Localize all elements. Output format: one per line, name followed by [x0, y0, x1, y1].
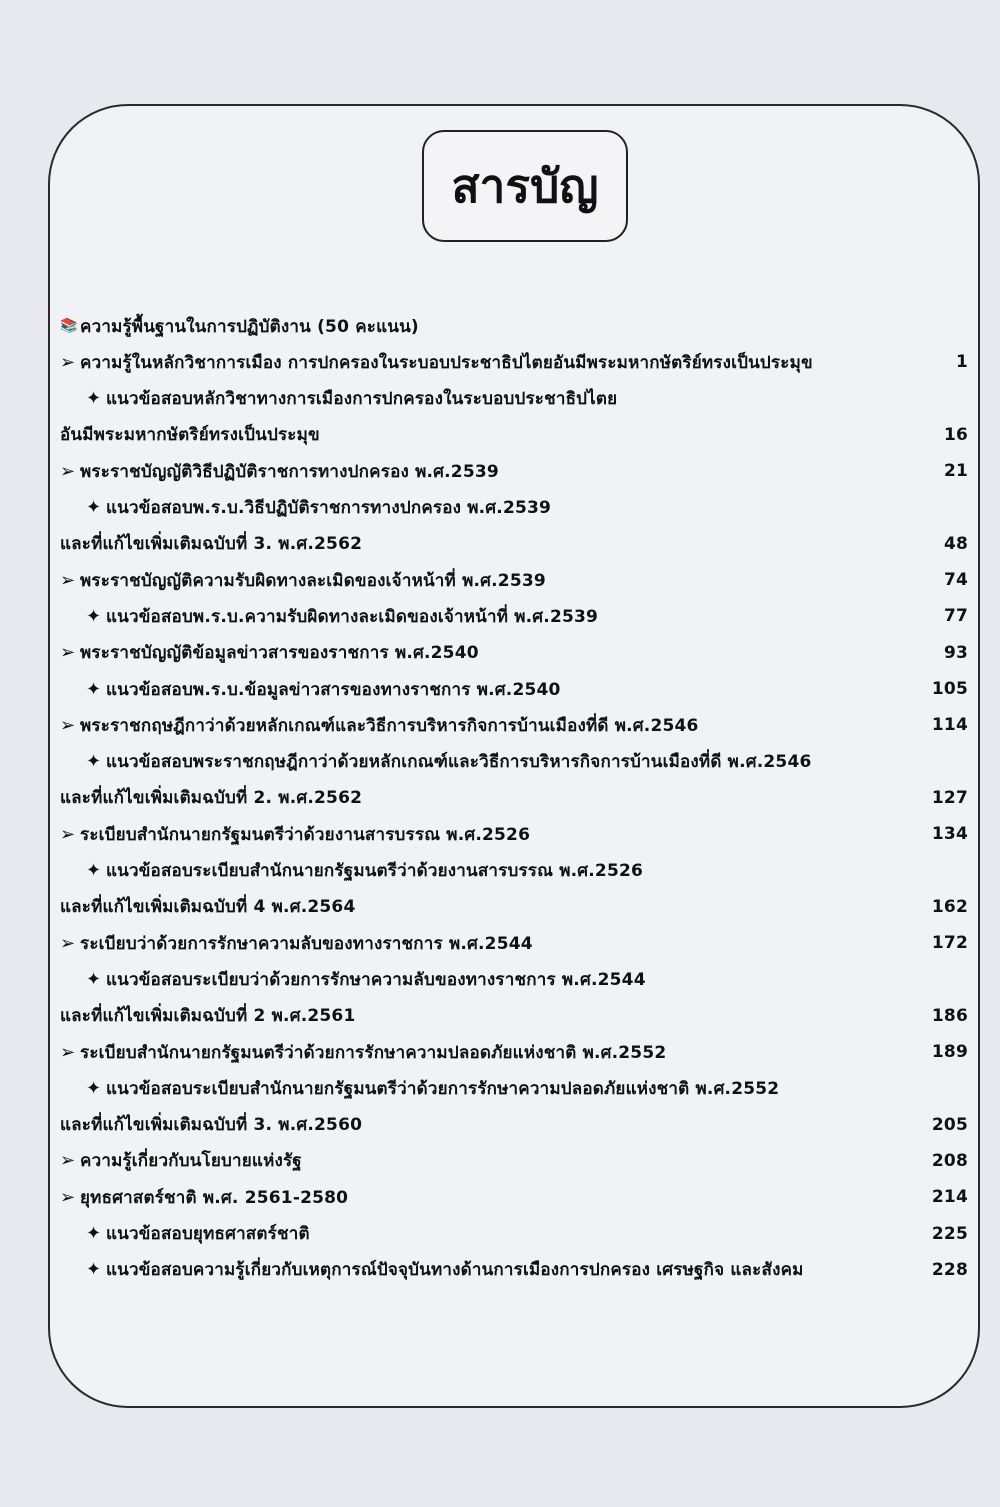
- toc-entry-title: และที่แก้ไขเพิ่มเติมฉบับที่ 2. พ.ศ.2562: [60, 788, 363, 809]
- star-bullet-icon: ✦: [86, 860, 102, 881]
- toc-page-number: 77: [943, 606, 968, 627]
- star-bullet-icon: ✦: [86, 1077, 102, 1099]
- arrow-bullet-icon: ➢: [60, 932, 76, 954]
- toc-page-number: 208: [931, 1150, 968, 1171]
- toc-entry-title: ความรู้ในหลักวิชาการเมือง การปกครองในระบอบประชาธิปไตยอันมีพระมหากษัตริย์ทรงเป็นประมุข: [80, 352, 813, 373]
- toc-entry-title: พระราชกฤษฎีกาว่าด้วยหลักเกณฑ์และวิธีการบริหารกิจการบ้านเมืองที่ดี พ.ศ.2546: [80, 715, 699, 736]
- star-bullet-icon: ✦: [86, 1223, 102, 1244]
- toc-entry-sub: [86, 1219, 968, 1249]
- toc-entry-text: [80, 1147, 908, 1174]
- toc-entry-sub: [86, 1073, 968, 1103]
- toc-entry-sub: [86, 856, 968, 886]
- toc-entry-text: [106, 748, 908, 775]
- toc-page-number: 228: [931, 1259, 968, 1280]
- toc-page-number: 225: [931, 1223, 968, 1244]
- toc-entry-title: พระราชบัญญัติวิธีปฏิบัติราชการทางปกครอง พ.ศ.2539: [80, 461, 499, 482]
- toc-page-number: 162: [931, 896, 968, 917]
- toc-entry-title: และที่แก้ไขเพิ่มเติมฉบับที่ 3. พ.ศ.2562: [60, 534, 363, 555]
- toc-entry-text: [106, 494, 908, 521]
- toc-entry-text: [106, 676, 908, 703]
- toc-entry-main: [60, 819, 968, 849]
- toc-entry-text: [80, 821, 908, 848]
- arrow-bullet-icon: ➢: [60, 351, 76, 373]
- arrow-bullet-icon: ➢: [60, 460, 76, 482]
- toc-entry-title: ยุทธศาสตร์ชาติ พ.ศ. 2561-2580: [80, 1187, 349, 1208]
- toc-entry-text: [80, 712, 908, 739]
- toc-entry-title: ความรู้พื้นฐานในการปฏิบัติงาน (50 คะแนน): [80, 316, 419, 337]
- toc-page-number: 48: [943, 533, 968, 554]
- star-bullet-icon: ✦: [86, 678, 102, 700]
- toc-entry-title: ระเบียบว่าด้วยการรักษาความลับของทางราชการ พ.ศ.2544: [80, 933, 533, 954]
- toc-entry-title: แนวข้อสอบยุทธศาสตร์ชาติ: [106, 1224, 310, 1244]
- toc-page-number: 93: [943, 642, 968, 663]
- star-bullet-icon: ✦: [86, 497, 102, 518]
- toc-entry-text: [106, 857, 908, 884]
- toc-entry-header: [60, 311, 968, 341]
- toc-entry-main: [60, 1146, 968, 1176]
- toc-entry-text: [60, 1002, 908, 1029]
- toc-entry-sub: [86, 601, 968, 631]
- toc-entry-main: [60, 638, 968, 668]
- arrow-bullet-icon: ➢: [60, 1041, 76, 1063]
- toc-entry-text: [106, 966, 908, 993]
- toc-entry-title: และที่แก้ไขเพิ่มเติมฉบับที่ 3. พ.ศ.2560: [60, 1115, 363, 1136]
- toc-page-number: 21: [943, 461, 968, 482]
- toc-entry-text: [80, 458, 908, 485]
- toc-entry-title: แนวข้อสอบพ.ร.บ.วิธีปฏิบัติราชการทางปกครอง พ.ศ.2539: [106, 498, 552, 518]
- toc-entry-title: แนวข้อสอบพระราชกฤษฎีกาว่าด้วยหลักเกณฑ์และวิธีการบริหารกิจการบ้านเมืองที่ดี พ.ศ.2546: [106, 752, 812, 773]
- toc-entry-title: ระเบียบสำนักนายกรัฐมนตรีว่าด้วยการรักษาความปลอดภัยแห่งชาติ พ.ศ.2552: [80, 1042, 667, 1063]
- toc-entry-title: และที่แก้ไขเพิ่มเติมฉบับที่ 4 พ.ศ.2564: [60, 897, 356, 918]
- toc-entry-title: แนวข้อสอบระเบียบสำนักนายกรัฐมนตรีว่าด้วยงานสารบรรณ พ.ศ.2526: [106, 861, 644, 881]
- toc-entry-title: แนวข้อสอบความรู้เกี่ยวกับเหตุการณ์ปัจจุบันทางด้านการเมืองการปกครอง เศรษฐกิจ และสังคม: [106, 1260, 804, 1281]
- toc-page-number: 172: [931, 933, 968, 954]
- toc-entry-text: [60, 530, 908, 557]
- toc-page-number: 205: [931, 1114, 968, 1135]
- toc-entry-text: [80, 639, 908, 666]
- star-bullet-icon: ✦: [86, 605, 102, 627]
- toc-page-number: 186: [931, 1005, 968, 1026]
- toc-page-number: 16: [943, 424, 968, 445]
- toc-entry-text: [106, 1075, 908, 1102]
- toc-page-number: 214: [931, 1187, 968, 1208]
- toc-entry-text: [80, 1184, 908, 1211]
- arrow-bullet-icon: ➢: [60, 823, 76, 845]
- toc-page-number: 189: [931, 1042, 968, 1062]
- toc-entry-title: แนวข้อสอบพ.ร.บ.ข้อมูลข่าวสารของทางราชการ พ.ศ.2540: [106, 679, 561, 700]
- toc-entry-sub: [86, 964, 968, 994]
- toc-entry-main: [60, 1037, 968, 1067]
- star-bullet-icon: ✦: [86, 968, 102, 990]
- toc-entry-main: [60, 456, 968, 486]
- toc-entry-cont: [60, 529, 968, 559]
- toc-entry-text: [60, 421, 908, 448]
- arrow-bullet-icon: ➢: [60, 1150, 76, 1172]
- toc-entry-main: [60, 710, 968, 740]
- toc-entry-title: พระราชบัญญัติความรับผิดทางละเมิดของเจ้าหน้าที่ พ.ศ.2539: [80, 570, 546, 591]
- toc-entry-main: [60, 1182, 968, 1212]
- toc-entry-text: [80, 930, 908, 957]
- toc-entry-text: [80, 349, 908, 376]
- toc-entry-text: [80, 1039, 908, 1066]
- toc-entry-cont: [60, 892, 968, 922]
- toc-page-number: 134: [931, 824, 968, 845]
- toc-page-number: 74: [943, 570, 968, 591]
- toc-entry-title: ระเบียบสำนักนายกรัฐมนตรีว่าด้วยงานสารบรรณ พ.ศ.2526: [80, 824, 531, 845]
- page-title: สารบัญ: [451, 158, 599, 213]
- toc-entry-title: แนวข้อสอบระเบียบสำนักนายกรัฐมนตรีว่าด้วยการรักษาความปลอดภัยแห่งชาติ พ.ศ.2552: [106, 1078, 780, 1099]
- toc-entry-text: [106, 385, 908, 412]
- toc-entry-cont: [60, 783, 968, 813]
- star-bullet-icon: ✦: [86, 751, 102, 773]
- toc-entry-main: [60, 565, 968, 595]
- arrow-bullet-icon: ➢: [60, 714, 76, 736]
- toc-entry-sub: [86, 1255, 968, 1285]
- toc-entry-cont: [60, 1001, 968, 1031]
- arrow-bullet-icon: ➢: [60, 569, 76, 591]
- toc-entry-text: [106, 1220, 908, 1247]
- toc-entry-sub: [86, 747, 968, 777]
- toc-entry-sub: [86, 493, 968, 523]
- toc-page-number: 1: [955, 352, 968, 373]
- toc-entry-text: [60, 1111, 908, 1138]
- star-bullet-icon: ✦: [86, 388, 102, 410]
- toc-entry-text: [106, 1256, 908, 1283]
- toc-entry-title: แนวข้อสอบพ.ร.บ.ความรับผิดทางละเมิดของเจ้าหน้าที่ พ.ศ.2539: [106, 606, 599, 627]
- toc-entry-main: [60, 928, 968, 958]
- toc-entry-cont: [60, 1110, 968, 1140]
- toc-entry-title: แนวข้อสอบระเบียบว่าด้วยการรักษาความลับของทางราชการ พ.ศ.2544: [106, 969, 646, 990]
- toc-page-number: 114: [931, 715, 968, 736]
- arrow-bullet-icon: ➢: [60, 1186, 76, 1208]
- toc-entry-text: [60, 893, 908, 920]
- toc-page-number: 105: [931, 679, 968, 699]
- arrow-bullet-icon: ➢: [60, 642, 76, 664]
- toc-entry-text: [106, 603, 908, 630]
- toc-entry-cont: [60, 420, 968, 450]
- toc-entry-sub: [86, 384, 968, 414]
- toc-entry-title: และที่แก้ไขเพิ่มเติมฉบับที่ 2 พ.ศ.2561: [60, 1006, 356, 1027]
- toc-entry-text: [80, 313, 908, 340]
- toc-entry-main: [60, 347, 968, 377]
- title-box: [422, 130, 628, 242]
- toc-entry-text: [60, 784, 908, 811]
- books-icon: 📚: [60, 318, 78, 334]
- toc-entry-text: [80, 567, 908, 594]
- toc-entry-title: ความรู้เกี่ยวกับนโยบายแห่งรัฐ: [80, 1151, 302, 1172]
- toc-entry-title: พระราชบัญญัติข้อมูลข่าวสารของราชการ พ.ศ.2540: [80, 643, 479, 664]
- toc-page-number: 127: [931, 787, 968, 808]
- toc-entry-sub: [86, 674, 968, 704]
- star-bullet-icon: ✦: [86, 1259, 102, 1281]
- toc-entry-title: อันมีพระมหากษัตริย์ทรงเป็นประมุข: [60, 425, 320, 446]
- toc-entry-title: แนวข้อสอบหลักวิชาทางการเมืองการปกครองในระบอบประชาธิปไตย: [106, 389, 618, 410]
